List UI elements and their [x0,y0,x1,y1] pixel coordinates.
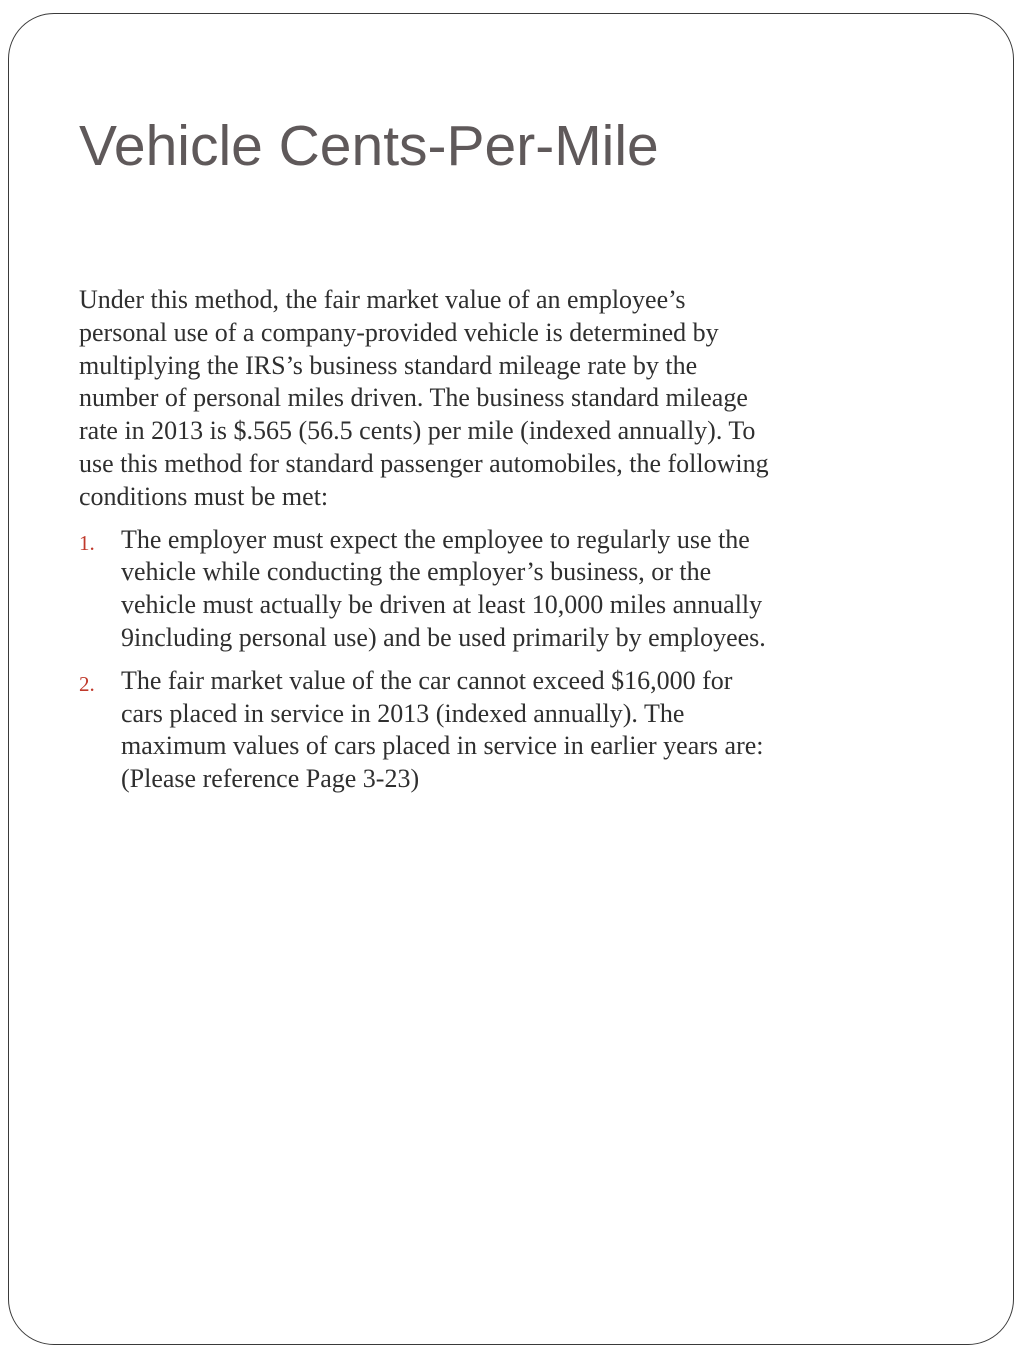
conditions-list [79,524,779,796]
slide-body [79,284,779,806]
list-item [79,665,779,796]
list-number: 1. [79,530,95,555]
list-item [79,524,779,655]
list-number: 2. [79,671,95,696]
slide-frame [8,13,1014,1345]
slide-title: Vehicle Cents-Per-Mile [79,114,659,178]
list-item-text: The employer must expect the employee to regularly use the vehicle while conducting the employer’s business, or the vehicle must actually be driven at least 10,000 miles annually 9including personal use) and be used primarily by employees. [121,524,766,652]
intro-paragraph: Under this method, the fair market value of an employee’s personal use of a company-provided vehicle is determined by multiplying the IRS’s business standard mileage rate by the number of personal miles driven. The business standard mileage rate in 2013 is $.565 (56.5 cents) per mile (indexed annually). To use this method for standard passenger automobiles, the following conditions must be met: [79,285,769,511]
list-item-text: The fair market value of the car cannot exceed $16,000 for cars placed in service in 2013 (indexed annually). The maximum values of cars placed in service in earlier years are: (Please reference Page 3-23) [121,665,764,794]
